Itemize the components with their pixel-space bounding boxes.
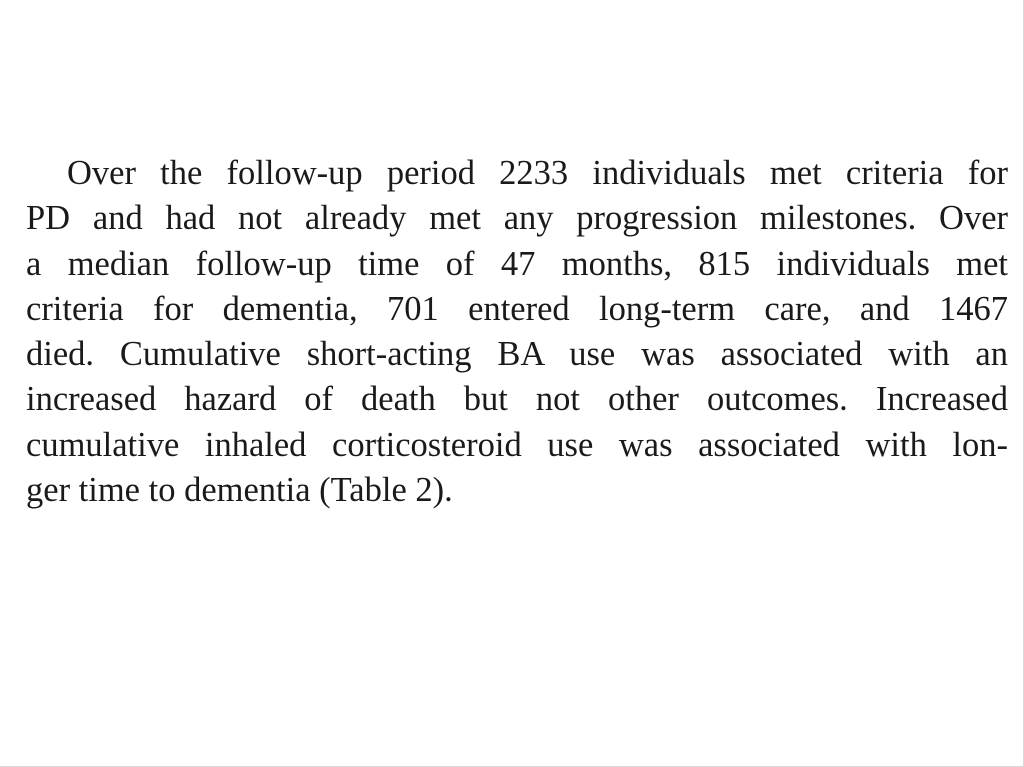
paragraph-line: cumulative inhaled corticosteroid use was associated with lon- bbox=[26, 425, 1008, 464]
paragraph-line: Over the follow-up period 2233 individuals met criteria for bbox=[67, 154, 1008, 192]
results-paragraph bbox=[26, 151, 1008, 513]
paragraph-line: a median follow-up time of 47 months, 815 individuals met bbox=[26, 244, 1008, 283]
paragraph-line: ger time to dementia (Table 2). bbox=[26, 471, 453, 510]
paragraph-line: increased hazard of death but not other outcomes. Increased bbox=[26, 380, 1008, 419]
paragraph-line: died. Cumulative short-acting BA use was associated with an bbox=[26, 335, 1008, 374]
paragraph-line: PD and had not already met any progression milestones. Over bbox=[26, 199, 1008, 238]
paragraph-line: criteria for dementia, 701 entered long-term care, and 1467 bbox=[26, 289, 1008, 328]
